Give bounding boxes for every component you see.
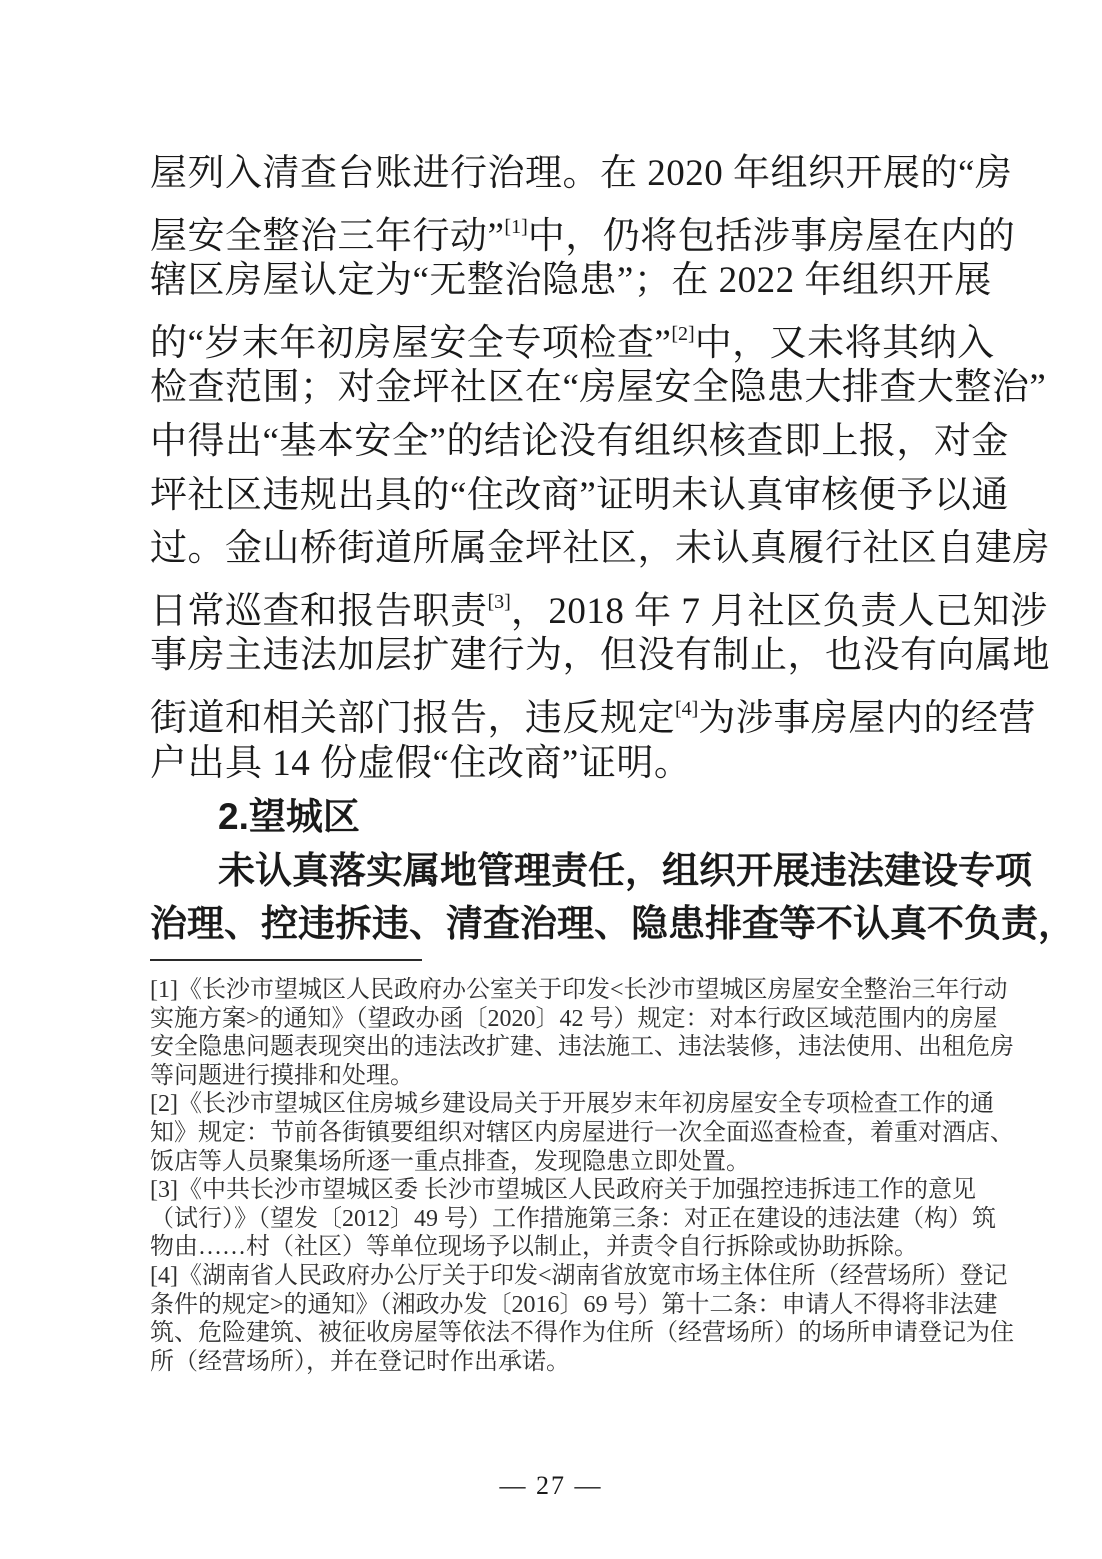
footnote-ref: [1] xyxy=(504,215,528,238)
body-line-emphasis xyxy=(150,897,1075,951)
body-line-emphasis xyxy=(150,790,976,844)
text-run: ，2018 年 7 月社区负责人已知涉 xyxy=(510,590,1048,632)
footnote-line: [3]《中共长沙市望城区委 长沙市望城区人民政府关于加强控违拆违工作的意见 xyxy=(150,1177,976,1204)
text-run: 事房主违法加层扩建行为，但没有制止，也没有向属地 xyxy=(150,635,1050,677)
body-line xyxy=(150,737,976,791)
text-run: 治理、控违拆违、清查治理、隐患排查等不认真不负责， xyxy=(150,903,1075,945)
text-run: 的“岁末年初房屋安全专项检查” xyxy=(150,322,672,364)
text-run: 检查范围；对金坪社区在“房屋安全隐患大排查大整治” xyxy=(150,367,1047,409)
body-line xyxy=(150,469,1009,523)
page-number: — 27 — xyxy=(499,1471,603,1500)
footnote-line: 饭店等人员聚集场所逐一重点排查，发现隐患立即处置。 xyxy=(150,1148,750,1175)
footnote-line: 实施方案>的通知》（望政办函〔2020〕42 号）规定：对本行政区域范围内的房屋 xyxy=(150,1005,998,1032)
footnote-line: 等问题进行摸排和处理。 xyxy=(150,1062,414,1089)
footnote-ref: [2] xyxy=(671,322,695,345)
text-run: 坪社区违规出具的“住改商”证明未认真审核便予以通 xyxy=(150,474,1009,516)
body-line xyxy=(150,415,1009,469)
footnote-line: [1]《长沙市望城区人民政府办公室关于印发<长沙市望城区房屋安全整治三年行动 xyxy=(150,977,1008,1003)
body-line xyxy=(150,308,995,364)
footnotes xyxy=(150,976,1014,1376)
footnote-line: 物由……村（社区）等单位现场予以制止，并责令自行拆除或协助拆除。 xyxy=(150,1234,918,1261)
text-run: 2.望城区 xyxy=(218,796,360,838)
text-run: 辖区房屋认定为“无整治隐患”；在 2022 年组织开展 xyxy=(150,260,992,302)
body-line xyxy=(150,629,1050,683)
text-run: 屋列入清查台账进行治理。在 2020 年组织开展的“房 xyxy=(150,153,1013,194)
footnote-separator xyxy=(150,959,422,961)
text-run: 中，又未将其纳入 xyxy=(694,322,995,364)
body-line xyxy=(150,147,1013,201)
footnote-line: 安全隐患问题表现突出的违法改扩建、违法施工、违法装修，违法使用、出租危房 xyxy=(150,1034,1014,1061)
text-run: 过。金山桥街道所属金坪社区，未认真履行社区自建房 xyxy=(150,528,1050,570)
body-line xyxy=(150,254,992,308)
body-line-emphasis xyxy=(150,844,1032,898)
footnote-line: [2]《长沙市望城区住房城乡建设局关于开展岁末年初房屋安全专项检查工作的通 xyxy=(150,1091,994,1118)
body-line xyxy=(150,683,1036,739)
body-line xyxy=(150,201,1016,257)
body-text xyxy=(150,147,1075,951)
text-run: 户出具 14 份虚假“住改商”证明。 xyxy=(150,742,692,784)
footnote-line: （试行）》（望发〔2012〕49 号）工作措施第三条：对正在建设的违法建（构）筑 xyxy=(150,1205,996,1232)
body-line xyxy=(150,361,1047,415)
footnote-ref: [4] xyxy=(675,697,699,720)
text-run: 为涉事房屋内的经营 xyxy=(698,697,1036,739)
body-line xyxy=(150,576,1048,632)
footnote-line: 筑、危险建筑、被征收房屋等依法不得作为住所（经营场所）的场所申请登记为住 xyxy=(150,1320,1014,1347)
footnote-line: 知》规定：节前各街镇要组织对辖区内房屋进行一次全面巡查检查，着重对酒店、 xyxy=(150,1119,1014,1146)
text-run: 未认真落实属地管理责任，组织开展违法建设专项 xyxy=(218,849,1032,891)
footnote-line: [4]《湖南省人民政府办公厅关于印发<湖南省放宽市场主体住所（经营场所）登记 xyxy=(150,1262,1008,1289)
text-run: 街道和相关部门报告，违反规定 xyxy=(150,697,675,739)
text-run: 中得出“基本安全”的结论没有组织核查即上报，对金 xyxy=(150,420,1009,462)
text-run: 中，仍将包括涉事房屋在内的 xyxy=(527,215,1016,257)
footnote-line: 条件的规定>的通知》（湘政办发〔2016〕69 号）第十二条：申请人不得将非法建 xyxy=(150,1291,998,1318)
footnote-line: 所（经营场所），并在登记时作出承诺。 xyxy=(150,1348,570,1375)
footnote-ref: [3] xyxy=(487,590,511,613)
text-run: 日常巡查和报告职责 xyxy=(150,590,488,632)
text-run: 屋安全整治三年行动” xyxy=(150,215,505,257)
body-line xyxy=(150,522,1050,576)
